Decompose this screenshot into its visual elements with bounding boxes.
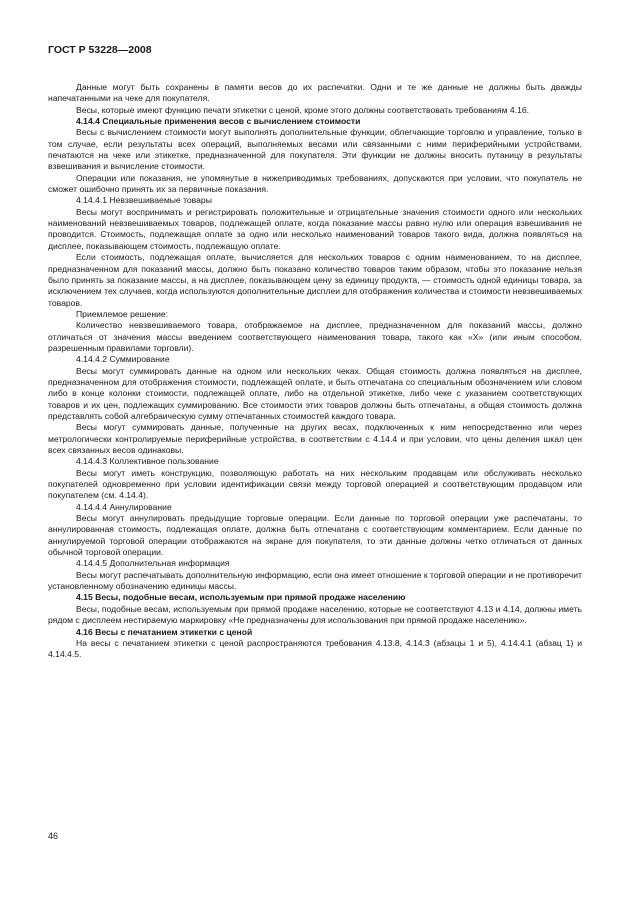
subsection-heading: 4.14.4.1 Невзвешиваемые товары (76, 195, 212, 206)
paragraph: Если стоимость, подлежащая оплате, вычисляется для нескольких товаров с одним наименованием, то на дисплее, предназначенном для показаний массы, должно быть показано количество товаров таким образом, чтобы это показание нельзя было принять за показание массы, а на дисплее, показывающем цену за единицу продукта, — стоимость одной единицы товара, за исключением тех случаев, когда используются дополнительные дисплеи для отображения количества и стоимости невзвешиваемых товаров. (48, 252, 582, 308)
document-page (48, 44, 582, 661)
subsection-heading: 4.14.4.4 Аннулирование (76, 501, 172, 512)
section-heading: 4.16 Весы с печатанием этикетки с ценой (76, 626, 253, 637)
page-number: 46 (48, 831, 59, 841)
paragraph: Данные могут быть сохранены в памяти весов до их распечатки. Одни и те же данные не должны быть дважды напечатанными на чеке для покупателя. (48, 82, 582, 104)
section-heading: 4.14.4 Специальные применения весов с вычислением стоимости (76, 116, 361, 127)
document-header: ГОСТ Р 53228—2008 (48, 44, 152, 56)
paragraph: Количество невзвешиваемого товара, отображаемое на дисплее, предназначенном для показаний массы, должно отличаться от значения массы введением соответствующего наименования товара, такого как «X» (или иным способом, разрешенным правилами торговли). (48, 320, 582, 353)
subsection-heading: 4.14.4.3 Коллективное пользование (76, 456, 219, 467)
paragraph: Весы могут воспринимать и регистрировать положительные и отрицательные значения стоимости одного или нескольких наименований невзвешиваемых товаров, подлежащей оплате, когда показание массы равно нулю или операция взвешивания не проводится. Стоимость, подлежащая оплате за одно или несколько наименований товаров такого вида, должна появляться на дисплее, показывающем стоимость, подлежащую оплате. (48, 206, 582, 251)
paragraph: Приемлемое решение: (76, 308, 169, 319)
paragraph: На весы с печатанием этикетки с ценой распространяются требования 4.13.8, 4.14.3 (абзацы 1 и 5), 4.14.4.1 (абзац 1) и 4.14.4.5. (48, 637, 582, 660)
section-heading: 4.15 Весы, подобные весам, используемым при прямой продаже населению (76, 592, 406, 603)
subsection-heading: 4.14.4.2 Суммирование (76, 354, 170, 365)
paragraph: Весы могут суммировать данные на одном или нескольких чеках. Общая стоимость должна появляться на дисплее, предназначенном для отображения стоимости, подлежащей оплате, и быть отпечатана со специальным обозначением или словом либо в конце колонки стоимости, подлежащей оплате, либо на отдельной этикетке, либо чеке с указанием соответствующих товаров и их цен, подлежащих суммированию. Все стоимости этих товаров должны быть отпечатаны, а общая стоимость должна представлять собой алгебраическую сумму отпечатанных стоимостей каждого товара. (48, 365, 582, 421)
subsection-heading: 4.14.4.5 Дополнительная информация (76, 558, 230, 569)
paragraph: Весы с вычислением стоимости могут выполнять дополнительные функции, облегчающие торговлю и управление, только в том случае, если результаты всех операций, выполняемых весами или связанными с ними периферийными устройствами, печатаются на чеке или этикетке, предназначенной для покупателя. Эти функции не должны вносить путаницу в результаты взвешивания и вычисление стоимости. (48, 127, 582, 172)
paragraph: Весы могут распечатывать дополнительную информацию, если она имеет отношение к торговой операции и не противоречит установленному обозначению единицы массы. (48, 569, 582, 592)
paragraph: Весы могут аннулировать предыдущие торговые операции. Если данные по торговой операции уже распечатаны, то аннулированная стоимость, подлежащая оплате, должна быть отпечатана с соответствующим комментарием. Если данные по аннулируемой торговой операции отображаются на экране для покупателя, то эти данные должны четко отличаться от данных обычной торговой операции. (48, 513, 582, 558)
paragraph: Весы, подобные весам, используемым при прямой продаже населению, которые не соответствуют 4.13 и 4.14, должны иметь рядом с дисплеем нестираемую маркировку «Не предназначены для использования при прямой продаже населению». (48, 603, 582, 626)
paragraph: Весы, которые имеют функцию печати этикетки с ценой, кроме этого должны соответствовать требованиям 4.16. (76, 104, 530, 115)
paragraph: Операции или показания, не упомянутые в нижеприводимых требованиях, допускаются при условии, что покупатель не сможет ошибочно принять их за первичные показания. (48, 172, 582, 195)
paragraph: Весы могут суммировать данные, полученные на других весах, подключенных к ним непосредственно или через метрологически контролируемые периферийные устройства, в соответствии с 4.14.4 и при условии, что цены деления шкал цен всех связанных весов одинаковы. (48, 422, 582, 455)
paragraph: Весы могут иметь конструкцию, позволяющую работать на них нескольким продавцам или обслуживать несколько покупателей одновременно при условии идентификации связи между торговой операцией и соответствующим продавцом или покупателем (см. 4.14.4). (48, 467, 582, 501)
document-body (48, 82, 582, 661)
